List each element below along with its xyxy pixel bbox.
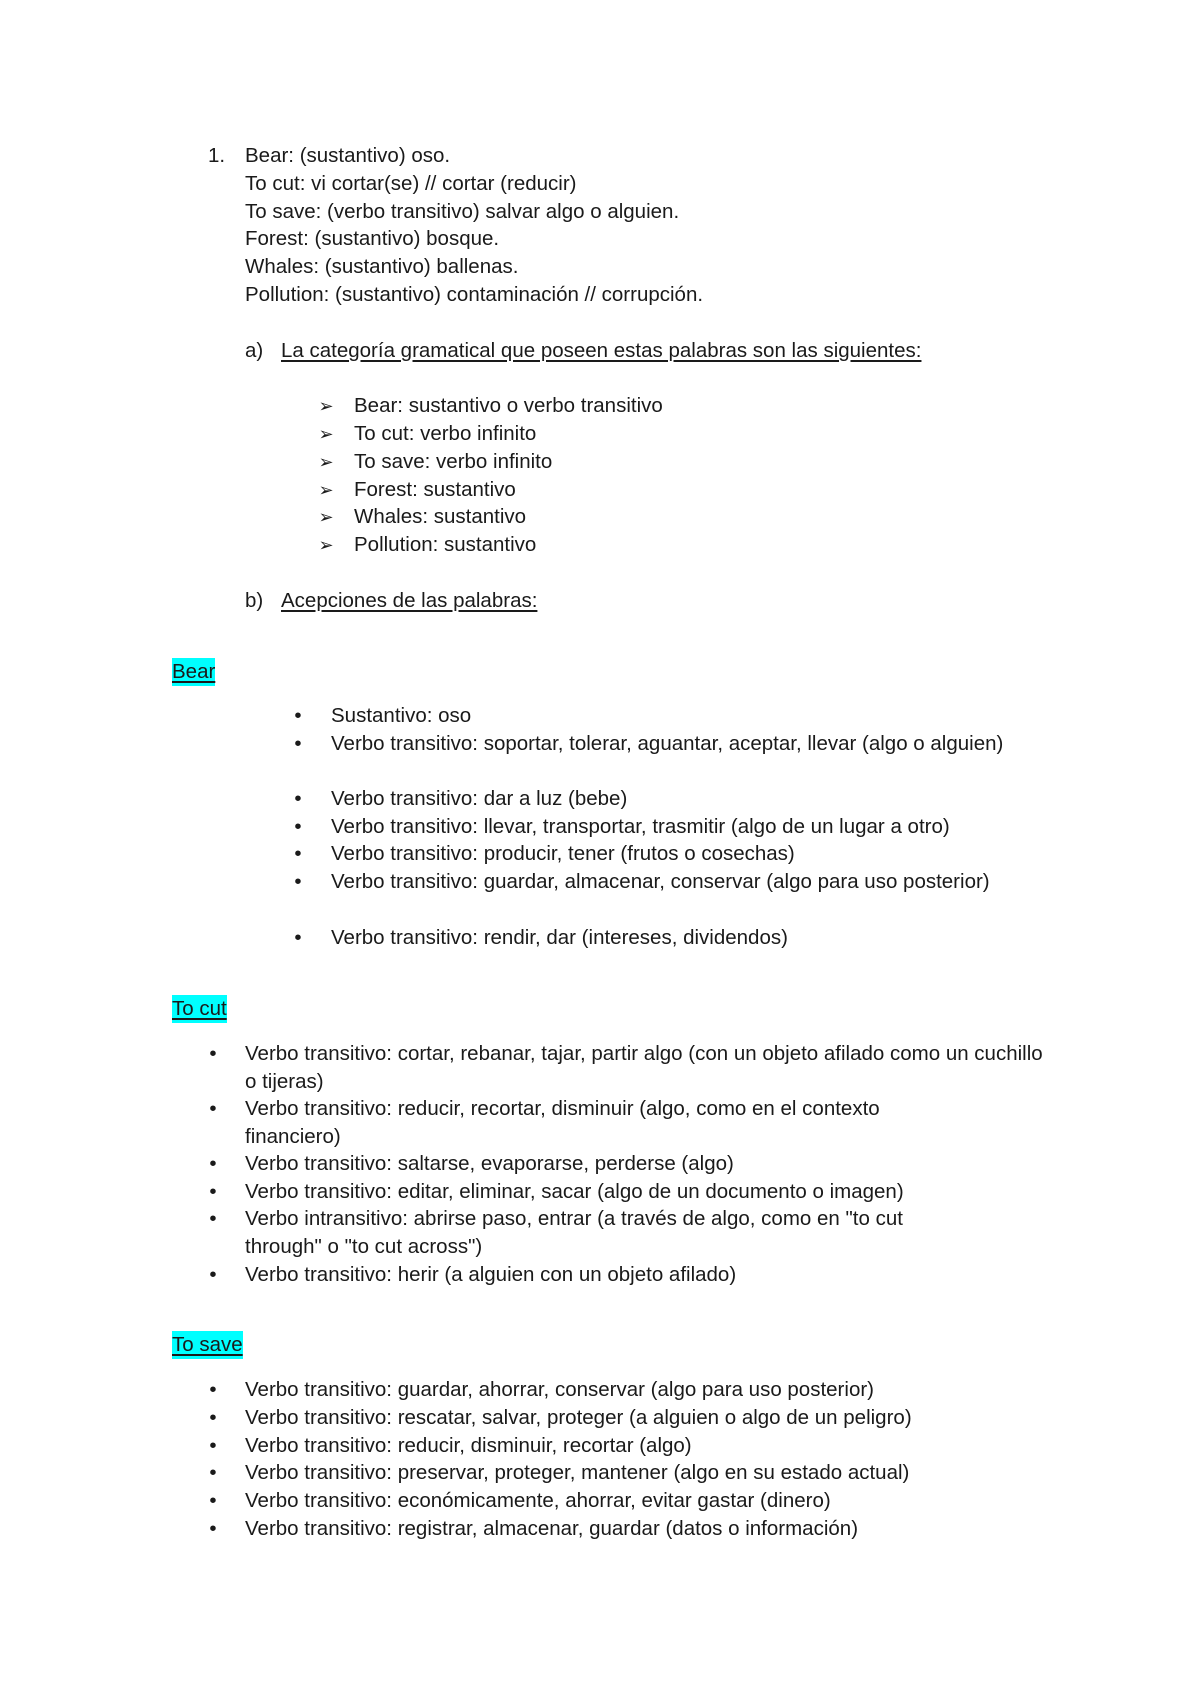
item-1-line: Pollution: (sustantivo) contaminación // corrupción. bbox=[245, 283, 704, 306]
bullet-icon: • bbox=[294, 815, 302, 838]
item-1-number: 1. bbox=[208, 144, 226, 167]
to-save-item: Verbo transitivo: guardar, ahorrar, conservar (algo para uso posterior) bbox=[245, 1378, 874, 1401]
bullet-icon: • bbox=[294, 787, 302, 810]
to-save-item: Verbo transitivo: reducir, disminuir, recortar (algo) bbox=[245, 1434, 692, 1457]
bear-item: Verbo transitivo: guardar, almacenar, conservar (algo para uso posterior) bbox=[331, 870, 990, 893]
category-item: Whales: sustantivo bbox=[354, 505, 527, 528]
to-cut-item: Verbo intransitivo: abrirse paso, entrar (a través de algo, como en "to cut through" o "to cut across") bbox=[245, 1207, 903, 1258]
bullet-icon: • bbox=[209, 1263, 217, 1286]
bullet-icon: • bbox=[294, 704, 302, 727]
item-1-line: Forest: (sustantivo) bosque. bbox=[245, 227, 500, 250]
arrow-bullet-icon: ➢ bbox=[318, 396, 334, 416]
bullet-icon: • bbox=[209, 1152, 217, 1175]
to-save-item: Verbo transitivo: rescatar, salvar, proteger (a alguien o algo de un peligro) bbox=[245, 1406, 912, 1429]
to-save-heading: To save bbox=[172, 1331, 243, 1359]
bullet-icon: • bbox=[209, 1406, 217, 1429]
bullet-icon: • bbox=[209, 1461, 217, 1484]
bullet-icon: • bbox=[294, 926, 302, 949]
to-cut-item: Verbo transitivo: editar, eliminar, sacar (algo de un documento o imagen) bbox=[245, 1180, 904, 1203]
bear-item: Verbo transitivo: rendir, dar (intereses, dividendos) bbox=[331, 926, 788, 949]
item-1-line: To cut: vi cortar(se) // cortar (reducir) bbox=[245, 172, 577, 195]
section-b-marker: b) bbox=[245, 589, 264, 612]
arrow-bullet-icon: ➢ bbox=[318, 424, 334, 444]
bear-item: Verbo transitivo: producir, tener (frutos o cosechas) bbox=[331, 842, 795, 865]
bullet-icon: • bbox=[294, 870, 302, 893]
bear-heading: Bear bbox=[172, 658, 215, 686]
bear-item: Verbo transitivo: llevar, transportar, trasmitir (algo de un lugar a otro) bbox=[331, 815, 950, 838]
to-save-item: Verbo transitivo: preservar, proteger, mantener (algo en su estado actual) bbox=[245, 1461, 910, 1484]
category-item: To save: verbo infinito bbox=[354, 450, 553, 473]
bullet-icon: • bbox=[209, 1042, 217, 1065]
to-cut-item: Verbo transitivo: saltarse, evaporarse, perderse (algo) bbox=[245, 1152, 734, 1175]
to-cut-item: Verbo transitivo: herir (a alguien con un objeto afilado) bbox=[245, 1263, 737, 1286]
to-cut-item: Verbo transitivo: reducir, recortar, disminuir (algo, como en el contexto financiero) bbox=[245, 1097, 880, 1148]
to-cut-heading: To cut bbox=[172, 995, 227, 1023]
arrow-bullet-icon: ➢ bbox=[318, 507, 334, 527]
bear-item: Verbo transitivo: dar a luz (bebe) bbox=[331, 787, 628, 810]
bullet-icon: • bbox=[209, 1489, 217, 1512]
to-save-item: Verbo transitivo: registrar, almacenar, guardar (datos o información) bbox=[245, 1517, 859, 1540]
bullet-icon: • bbox=[294, 842, 302, 865]
bullet-icon: • bbox=[209, 1517, 217, 1540]
section-a-heading: La categoría gramatical que poseen estas palabras son las siguientes: bbox=[281, 339, 922, 362]
section-a-marker: a) bbox=[245, 339, 264, 362]
item-1-line: Bear: (sustantivo) oso. bbox=[245, 144, 451, 167]
bullet-icon: • bbox=[209, 1097, 217, 1120]
arrow-bullet-icon: ➢ bbox=[318, 480, 334, 500]
category-item: To cut: verbo infinito bbox=[354, 422, 537, 445]
arrow-bullet-icon: ➢ bbox=[318, 452, 334, 472]
arrow-bullet-icon: ➢ bbox=[318, 535, 334, 555]
section-b-heading: Acepciones de las palabras: bbox=[281, 589, 538, 612]
to-save-item: Verbo transitivo: económicamente, ahorrar, evitar gastar (dinero) bbox=[245, 1489, 831, 1512]
item-1-line: Whales: (sustantivo) ballenas. bbox=[245, 255, 519, 278]
bullet-icon: • bbox=[209, 1378, 217, 1401]
bullet-icon: • bbox=[209, 1207, 217, 1230]
bullet-icon: • bbox=[294, 732, 302, 755]
bear-item: Sustantivo: oso bbox=[331, 704, 472, 727]
to-cut-item: Verbo transitivo: cortar, rebanar, tajar, partir algo (con un objeto afilado como un cuchillo o tijeras) bbox=[245, 1042, 1043, 1093]
category-item: Forest: sustantivo bbox=[354, 478, 516, 501]
bear-item: Verbo transitivo: soportar, tolerar, aguantar, aceptar, llevar (algo o alguien) bbox=[331, 732, 1004, 755]
item-1-line: To save: (verbo transitivo) salvar algo o alguien. bbox=[245, 200, 680, 223]
bullet-icon: • bbox=[209, 1180, 217, 1203]
bullet-icon: • bbox=[209, 1434, 217, 1457]
category-item: Pollution: sustantivo bbox=[354, 533, 537, 556]
category-item: Bear: sustantivo o verbo transitivo bbox=[354, 394, 663, 417]
